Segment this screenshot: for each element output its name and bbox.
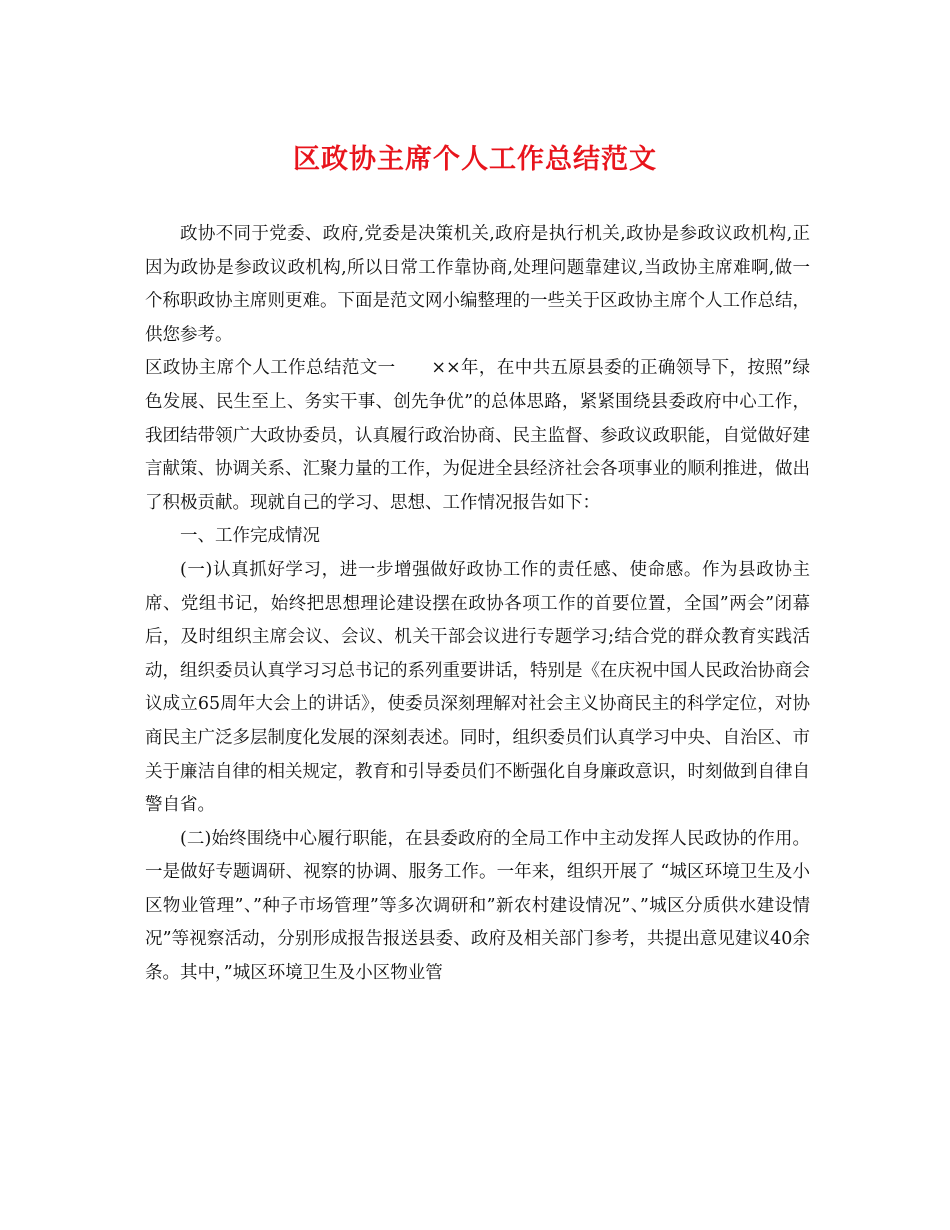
document-body	[145, 218, 810, 991]
paragraph-study: (一)认真抓好学习，进一步增强做好政协工作的责任感、使命感。作为县政协主席、党组书记，始终把思想理论建设摆在政协各项工作的首要位置，全国”两会”闭幕后，及时组织主席会议、会议、机关干部会议进行专题学习;结合党的群众教育实践活动，组织委员认真学习习总书记的系列重要讲话，特别是《在庆祝中国人民政治协商会议成立65周年大会上的讲话》，使委员深刻理解对社会主义协商民主的科学定位，对协商民主广泛多层制度化发展的深刻表述。同时，组织委员们认真学习中央、自治区、市关于廉洁自律的相关规定，教育和引导委员们不断强化自身廉政意识，时刻做到自律自警自省。	[145, 559, 810, 816]
section-heading-work-completion: 一、工作完成情况	[180, 526, 320, 547]
paragraph-sample-one: 区政协主席个人工作总结范文一 ××年，在中共五原县委的正确领导下，按照”绿色发展、民生至上、务实干事、创先争优”的总体思路，紧紧围绕县委政府中心工作，我团结带领广大政协委员，认真履行政治协商、民主监督、参政议政职能，自觉做好建言献策、协调关系、汇聚力量的工作，为促进全县经济社会各项事业的顺利推进，做出了积极贡献。现就自己的学习、思想、工作情况报告如下：	[145, 358, 810, 513]
document-title: 区政协主席个人工作总结范文	[293, 144, 657, 175]
paragraph-intro: 政协不同于党委、政府,党委是决策机关,政府是执行机关,政协是参政议政机构,正因为政协是参政议政机构,所以日常工作靠协商,处理问题靠建议,当政协主席难啊,做一个称职政协主席则更难。下面是范文网小编整理的一些关于区政协主席个人工作总结，供您参考。	[145, 224, 810, 345]
paragraph-duties: (二)始终围绕中心履行职能，在县委政府的全局工作中主动发挥人民政协的作用。一是做好专题调研、视察的协调、服务工作。一年来，组织开展了 “城区环境卫生及小区物业管理”、”种子市场管理”等多次调研和”新农村建设情况”、”城区分质供水建设情况”等视察活动，分别形成报告报送县委、政府及相关部门参考，共提出意见建议40余条。其中，”城区环境卫生及小区物业管	[145, 828, 810, 984]
